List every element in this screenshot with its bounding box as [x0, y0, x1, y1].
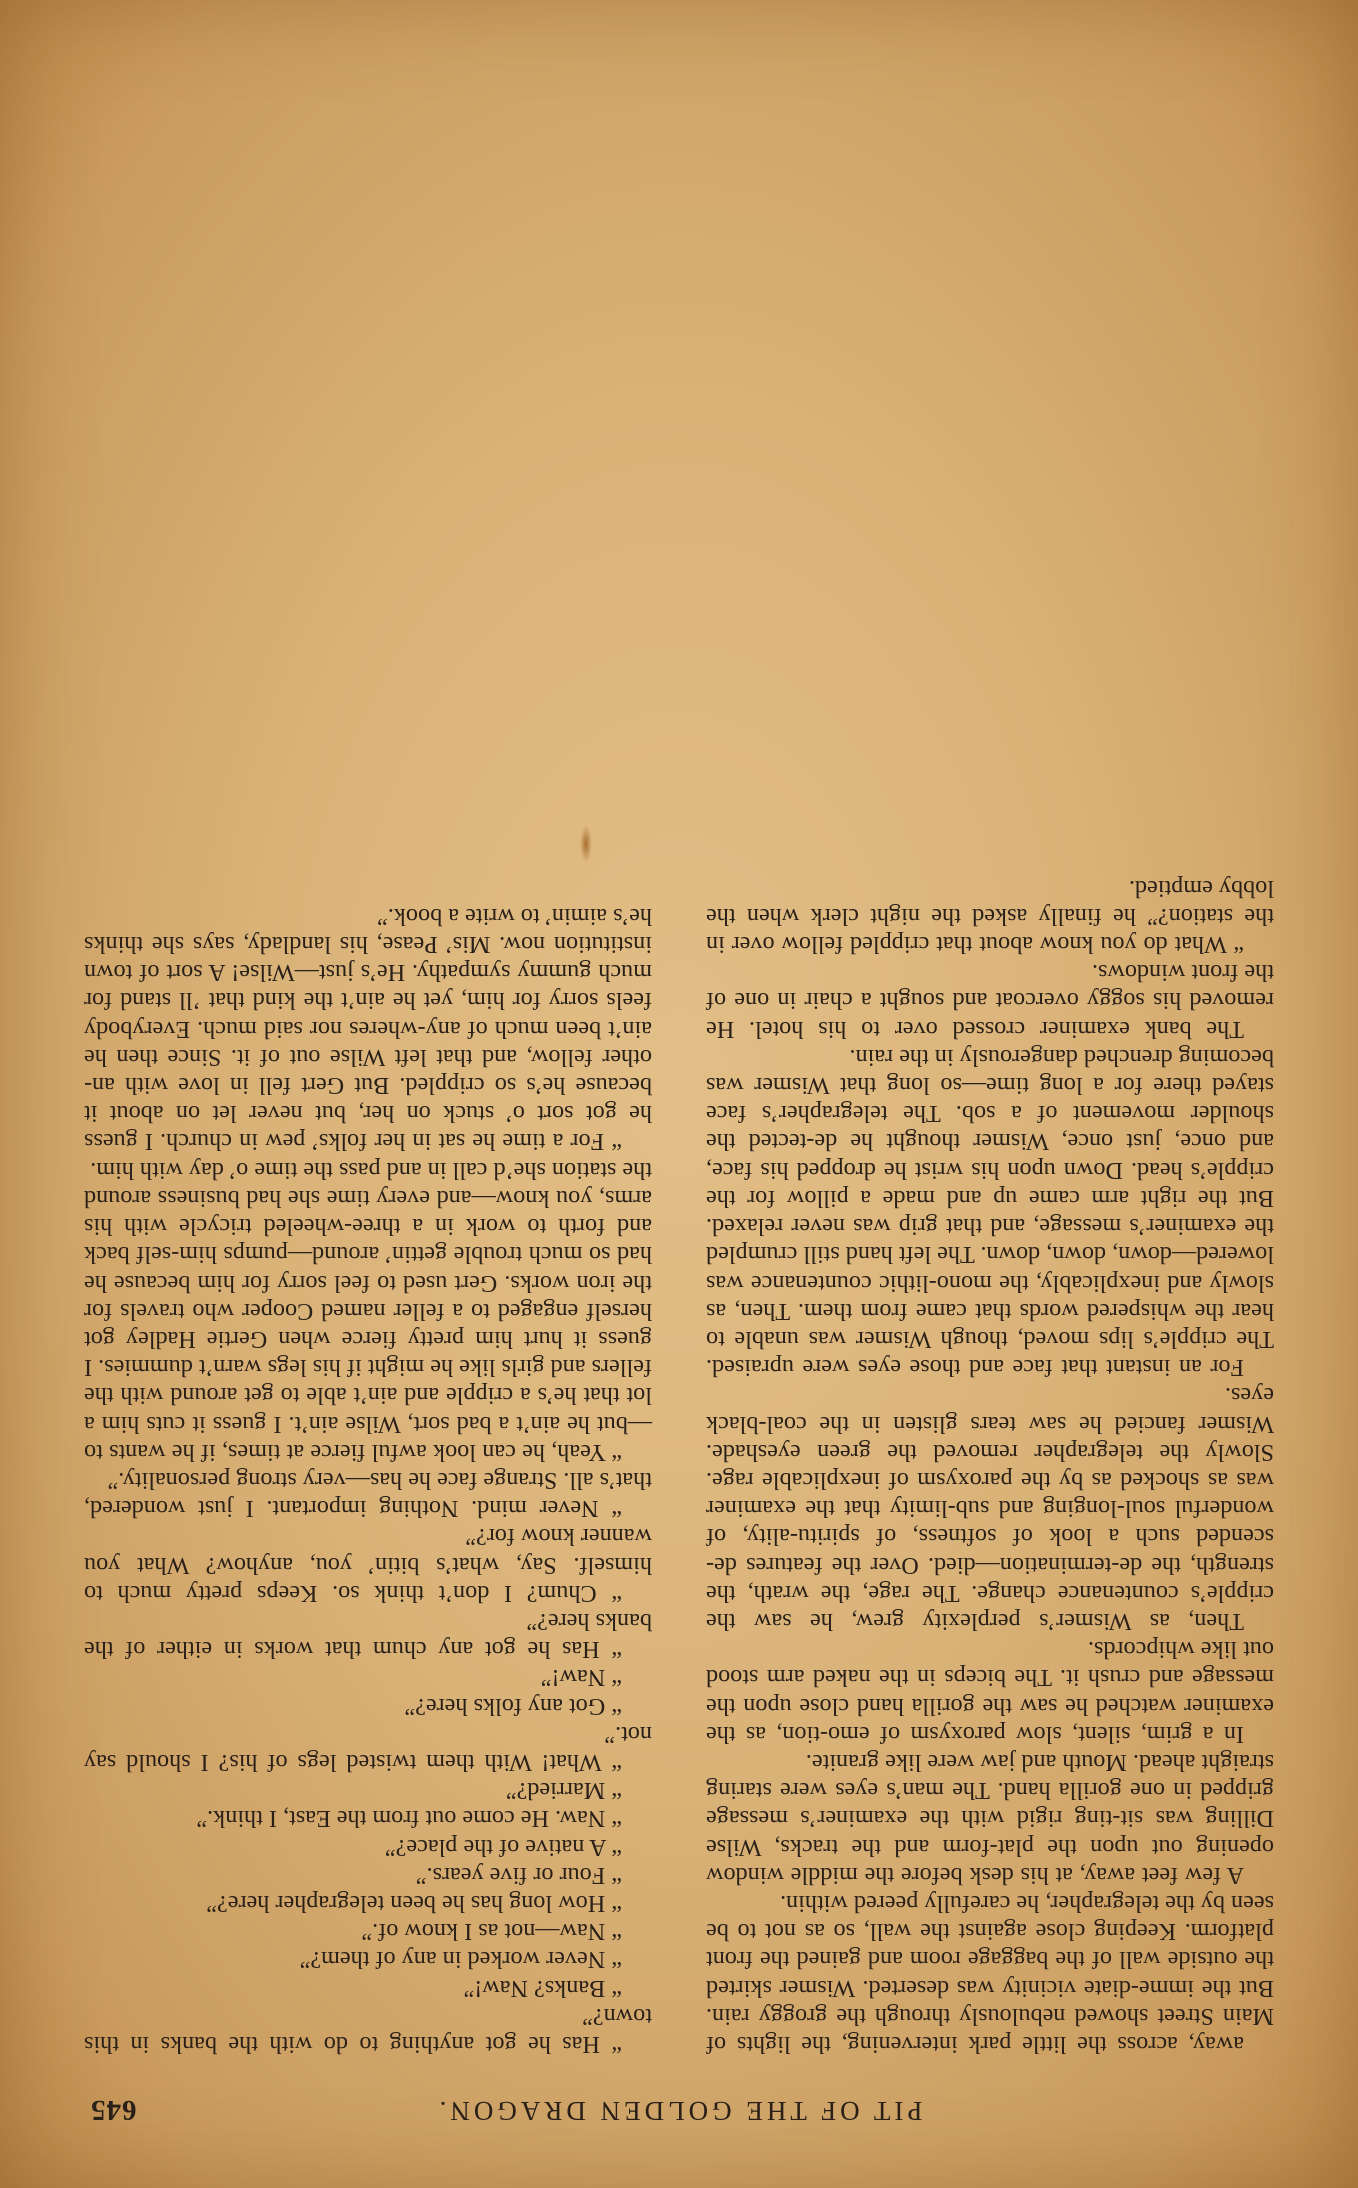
- text-columns: [84, 68, 1274, 2058]
- paragraph: “ How long has he been telegrapher here?”: [206, 1889, 622, 1917]
- paragraph: “ Naw. He come out from the East, I think.”: [196, 1805, 622, 1833]
- paragraph: “ Yeah, he can look awful fierce at times, if he wants to—but he ain’t a bad sort, Wilse ain’t. I guess it cuts him a lot that he’s a cripple and ain’t able to get around with the fellers and girls like he might if his legs warn’t dummies. I guess it hurt him pretty fierce when Gertie Hadley got herself engaged to a feller named Cooper who travels for the iron works. Gert used to feel sorry for him because he had so much trouble gettin’ around—pumps him-self back and forth to work in a three-wheeled tricycle with his arms, you know—and every time she had business around the station she’d call in and pass the time o’ day with him.: [84, 1156, 652, 1466]
- paragraph: “ Has he got anything to do with the banks in this town?”: [84, 2002, 652, 2058]
- paragraph: “ What! With them twisted legs of his? I should say not.”: [84, 1720, 652, 1776]
- column-right: [84, 68, 652, 2058]
- paragraph: “ Never mind. Nothing important. I just wondered, that’s all. Strange face he has—very strong personality.”: [84, 1466, 652, 1523]
- paragraph: “ What do you know about that crippled fellow over in the station?” he finally asked the night clerk when the lobby emptied.: [706, 874, 1274, 959]
- paragraph: away, across the little park intervening, the lights of Main Street showed nebulously through the groggy rain. But the imme-diate vicinity was deserted. Wismer skirted the outside wall of the baggage room and gained the front platform. Keeping close against the wall, so as not to be seen by the telegrapher, he carefully peered within.: [706, 1889, 1274, 2058]
- paragraph: “ Banks? Naw!”: [463, 1974, 622, 2002]
- paragraph: “ Has he got any chum that works in either of the banks here?”: [84, 1607, 652, 1664]
- paragraph: “ Naw—not as I know of.”: [361, 1918, 622, 1946]
- page-header: [90, 2086, 1268, 2126]
- paragraph: For an instant that face and those eyes were upraised. The cripple’s lips moved, though Wismer was unable to hear the whispered words that came from them. Then, as slowly and inexplicably, the mono-lithic countenance was lowered—down, down, down. The left hand still crumpled the examiner’s message, and that grip was never relaxed. But the right arm came up and made a pillow for the cripple’s head. Down upon his wrist he dropped his face, and once, just once, Wismer thought he de-tected the shoulder movement of a sob. The telegrapher’s face stayed there for a long time—so long that Wismer was becoming drenched dangerously in the rain.: [706, 1043, 1274, 1382]
- running-head: PIT OF THE GOLDEN DRAGON.: [435, 2096, 923, 2126]
- paragraph: “ For a time he sat in her folks’ pew in church. I guess he got sort o’ stuck on her, but never let on about it because he’s so crippled. But Gert fell in love with an-other fellow, and that left Wilse out of it. Since then he ain’t been much of any-wheres nor said much. Everybody feels sorry for him, yet he ain’t the kind that ’ll stand for much gummy sympathy. He’s just—Wilse! A sort of town institution now. Mis’ Pease, his landlady, says she thinks he’s aimin’ to write a book.”: [84, 902, 652, 1156]
- paragraph: “ Naw!”: [540, 1664, 622, 1692]
- paragraph: “ A native of the place?”: [384, 1833, 622, 1861]
- paragraph: The bank examiner crossed over to his hotel. He removed his soggy overcoat and sought a chair in one of the front windows.: [706, 959, 1274, 1043]
- paragraph: Then, as Wismer’s perplexity grew, he saw the cripple’s countenance change. The rage, the wrath, the strength, the de-termination—died. Over the features de-scended such a look of softness, of spiritu-ality, of wonderful soul-longing and sub-limity that the examiner was as shocked as by the paroxysm of inexplicable rage. Slowly the telegrapher removed the green eyeshade. Wismer fancied he saw tears glisten in the coal-black eyes.: [706, 1382, 1274, 1635]
- paragraph: In a grim, silent, slow paroxysm of emo-tion, as the examiner watched he saw the gorilla hand close upon the message and crush it. The biceps in the naked arm stood out like whipcords.: [706, 1636, 1274, 1748]
- paragraph: “ Chum? I don’t think so. Keeps pretty much to himself. Say, what’s bitin’ you, anyhow? What you wanner know for?”: [84, 1523, 652, 1607]
- paragraph: “ Married?”: [505, 1777, 622, 1805]
- paragraph: “ Got any folks here?”: [404, 1692, 622, 1720]
- paragraph: “ Four or five years.”: [415, 1861, 622, 1889]
- paragraph: “ Never worked in any of them?”: [299, 1946, 622, 1974]
- page-number: 645: [90, 2094, 137, 2126]
- column-left: [706, 68, 1274, 2058]
- ink-stain: [580, 825, 592, 863]
- paragraph: A few feet away, at his desk before the middle window opening out upon the plat-form and the tracks, Wilse Dilling was sit-ting rigid with the examiner’s message gripped in one gorilla hand. The man’s eyes were staring straight ahead. Mouth and jaw were like granite.: [706, 1748, 1274, 1889]
